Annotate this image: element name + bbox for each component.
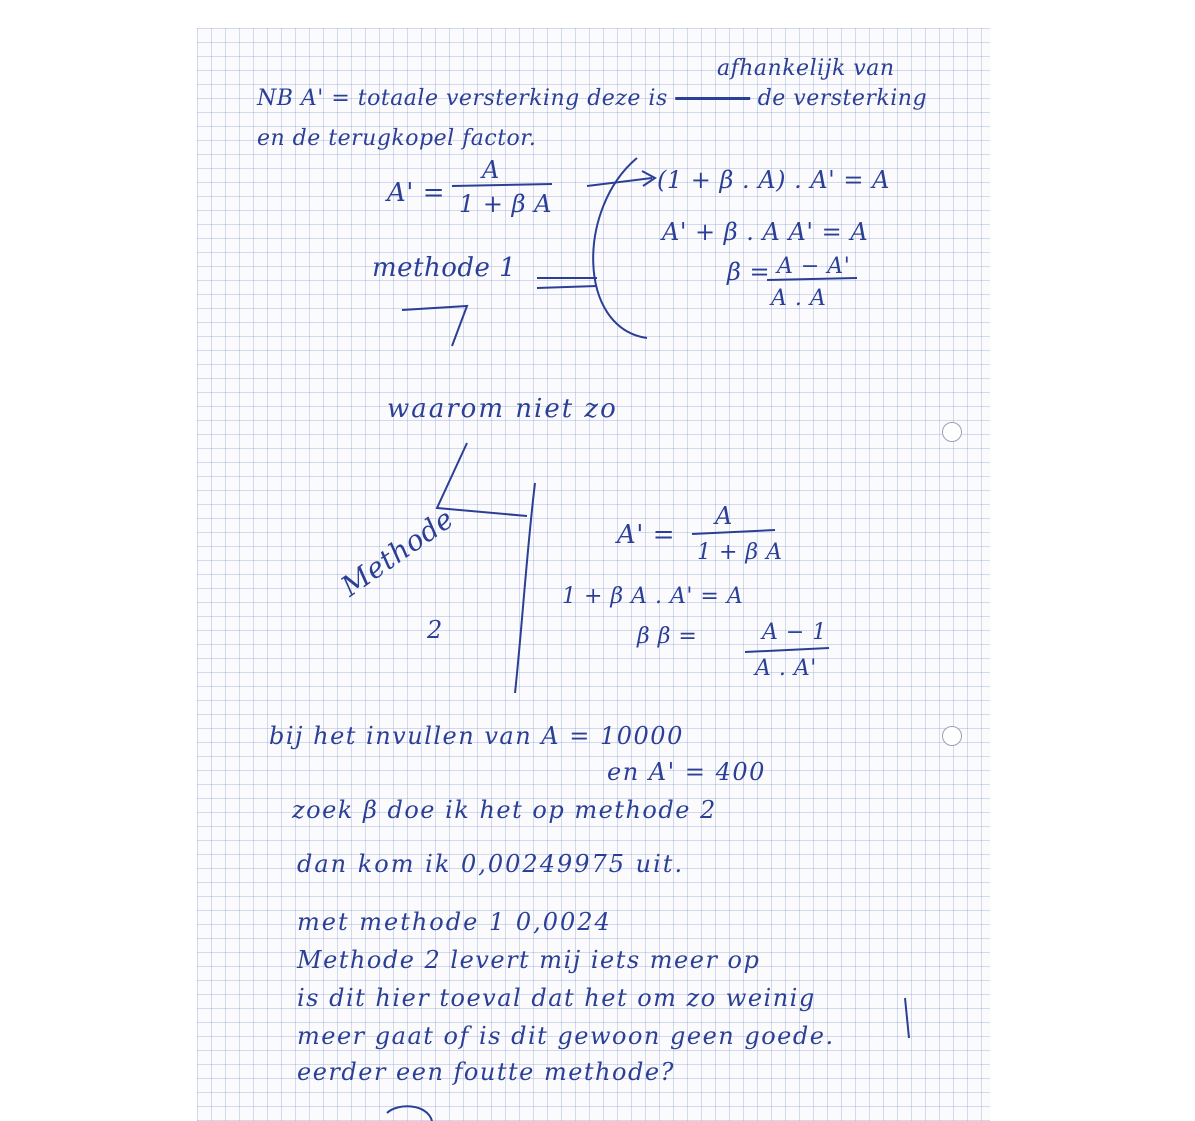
method1-step3-den: A . A: [771, 286, 827, 311]
formula1-numerator: A: [482, 156, 500, 184]
question-waarom: waarom niet zo: [387, 394, 618, 424]
waarom-arrow: [437, 443, 527, 516]
body-line-1: bij het invullen van A = 10000: [269, 722, 684, 750]
method2-step1: 1 + β A . A' = A: [562, 584, 744, 609]
body-line-9: eerder een foutte methode?: [297, 1058, 675, 1086]
method1-step1: (1 + β . A) . A' = A: [657, 166, 890, 194]
method2-f-lhs: A' =: [617, 520, 675, 550]
method2-label-1: Methode: [335, 501, 460, 604]
methode1-arrow: [537, 278, 597, 288]
note-line-1-prefix: NB A' = totaale versterking deze is: [257, 86, 668, 111]
method2-step2-den: A . A': [755, 656, 817, 681]
method2-step2-lhs: β β =: [637, 624, 698, 649]
body-line-7: is dit hier toeval dat het om zo weinig: [297, 984, 816, 1012]
methode1-squiggle: [402, 306, 467, 346]
method2-fraction-bar-2: [745, 648, 829, 652]
method1-step3-lhs: β =: [727, 258, 771, 286]
method1-step3-num: A − A': [777, 254, 851, 279]
formula1-lhs: A' =: [387, 178, 445, 208]
method2-label-2: 2: [427, 616, 443, 644]
method2-fraction-bar-1: [692, 530, 775, 534]
formula1-fraction-bar: [452, 184, 552, 186]
body-line-2: en A' = 400: [607, 758, 766, 786]
body-line-3: zoek β doe ik het op methode 2: [292, 796, 717, 824]
body-line-5: met methode 1 0,0024: [297, 908, 612, 936]
pen-strokes: [197, 28, 990, 1121]
method2-step2-num: A − 1: [762, 620, 827, 645]
method1-fraction-bar: [767, 278, 857, 280]
body-line-4: dan kom ik 0,00249975 uit.: [297, 850, 685, 878]
notebook-page: [197, 28, 990, 1121]
body-line-8: meer gaat of is dit gewoon geen goede.: [297, 1022, 835, 1050]
note-insert: afhankelijk van: [717, 56, 895, 81]
method2-f-num: A: [715, 502, 733, 530]
body-line-6: Methode 2 levert mij iets meer op: [297, 946, 761, 974]
method1-step2: A' + β . A A' = A: [662, 218, 869, 246]
bottom-partial-stroke: [387, 1106, 432, 1121]
method2-f-den: 1 + β A: [697, 540, 783, 565]
formula1-denominator: 1 + β A: [459, 190, 552, 218]
body-stroke: [905, 998, 909, 1038]
method1-label: methode 1: [372, 253, 517, 283]
note-line-2: en de terugkopel factor.: [257, 126, 537, 151]
note-line-1-suffix: de versterking: [757, 86, 928, 111]
